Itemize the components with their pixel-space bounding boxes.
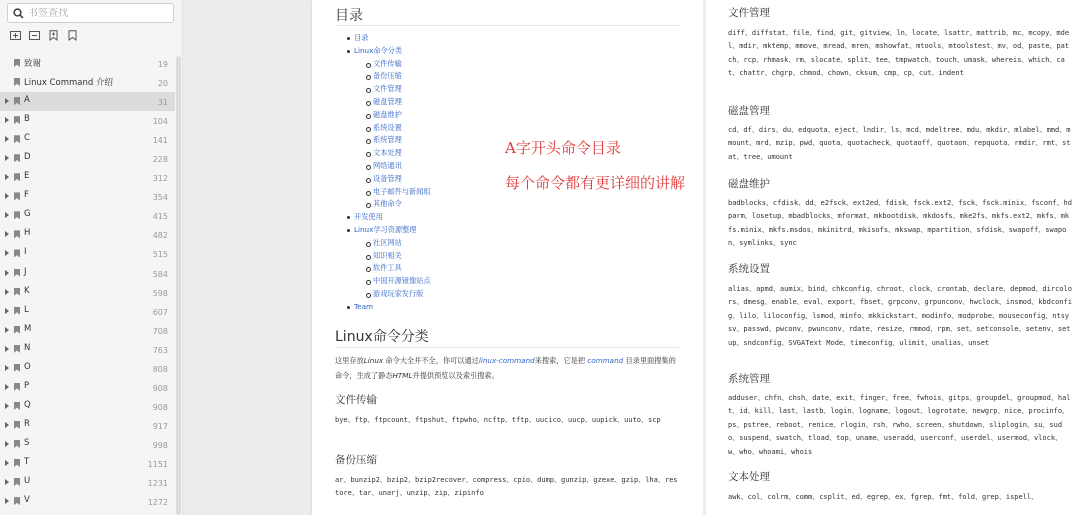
intro-emphasis: Linux [363, 356, 384, 365]
contents-link[interactable]: Linux学习资源整理 [354, 224, 431, 237]
bookmark-label: J [24, 266, 27, 277]
bookmark-item[interactable] [0, 168, 175, 187]
expand-caret-icon[interactable] [5, 365, 9, 371]
bookmark-item[interactable] [0, 340, 175, 359]
intro-text: 这里存放 [335, 356, 364, 365]
contents-link[interactable]: 文件传输 [373, 58, 431, 71]
bookmark-item[interactable] [0, 111, 175, 130]
bookmark-item[interactable] [0, 225, 175, 244]
bookmark-icon [14, 154, 20, 162]
document-page-right [706, 0, 1080, 515]
bookmark-label: G [24, 209, 31, 220]
bookmark-icon [14, 97, 20, 105]
bookmark-icon [14, 345, 20, 353]
search-icon[interactable] [8, 4, 28, 22]
contents-link[interactable]: Team [354, 301, 431, 314]
expand-caret-icon[interactable] [5, 289, 9, 295]
expand-caret-icon[interactable] [5, 270, 9, 276]
bookmark-page-number: 19 [157, 60, 168, 69]
bookmark-icon [14, 135, 20, 143]
bookmark-label: E [24, 171, 30, 182]
bookmark-item[interactable] [0, 454, 175, 473]
section-title-backup: 备份压缩 [335, 454, 377, 466]
bookmark-item[interactable] [0, 73, 175, 92]
bookmark-label: B [24, 114, 30, 125]
bookmark-page-number: 141 [152, 136, 168, 146]
bookmark-label: L [24, 304, 29, 315]
bookmark-item[interactable] [0, 92, 175, 111]
contents-link[interactable]: 系统设置 [373, 122, 431, 135]
bookmark-icon [14, 421, 20, 429]
contents-link[interactable]: 备份压缩 [373, 70, 431, 83]
bookmark-item[interactable] [0, 187, 175, 206]
bookmark-icon [14, 497, 20, 505]
intro-paragraph [335, 354, 680, 383]
command-list-file-management: diff、diffstat、file、find、git、gitview、ln、locate、lsattr、mattrib、mc、mcopy、mdel、mdir、mktemp、mmove、mread、mren、mshowfat、mtools、mtoolstest、mv、od、paste、patch、rcp、rhmask、rm、slocate、split、tee、tmpwatch、touch、umask、whereis、which、cat、chattr、chgrp、chmod、chown、cksum、cmp、cp、cut、indent [728, 29, 1070, 78]
expand-caret-icon[interactable] [5, 136, 9, 142]
expand-caret-icon[interactable] [5, 479, 9, 485]
command-link[interactable]: command [587, 356, 624, 365]
bookmark-item[interactable] [0, 54, 175, 73]
bookmark-label: 致谢 [24, 59, 42, 69]
command-list-disk-maintenance: badblocks、cfdisk、dd、e2fsck、ext2ed、fdisk、fsck.ext2、fsck、fsck.minix、fsconf、hdparm、losetup、mbadblocks、mformat、mkbootdisk、mkdosfs、mke2fs、mkfs.ext2、mkfs、mkfs.minix、mkfs.msdos、mkinitrd、mkisofs、mkswap、mpartition、sfdisk、swapoff、swapon、symlinks、sync [728, 199, 1072, 248]
bookmark-list [0, 54, 175, 511]
bookmark-search-box[interactable] [7, 3, 174, 23]
bookmark-page-number: 598 [152, 288, 168, 298]
intro-text: 并提供预览以及索引搜索。 [412, 370, 499, 380]
expand-caret-icon[interactable] [5, 117, 9, 123]
bookmark-item[interactable] [0, 130, 175, 149]
bookmark-label: N [24, 342, 31, 353]
bookmark-icon [14, 116, 20, 124]
expand-caret-icon[interactable] [5, 98, 9, 104]
bookmark-label: M [24, 323, 32, 334]
command-list-backup: ar、bunzip2、bzip2、bzip2recover、compress、cpio、dump、gunzip、gzexe、gzip、lha、restore、tar、unarj、unzip、zip、zipinfo [335, 476, 678, 498]
bookmark-label: O [24, 361, 31, 372]
bookmark-page-number: 1231 [147, 479, 168, 489]
section-divider [335, 347, 679, 348]
document-page-left [312, 0, 703, 515]
contents-link[interactable]: 磁盘维护 [373, 109, 431, 122]
bookmark-item[interactable] [0, 321, 175, 340]
bookmark-icon [14, 459, 20, 467]
bookmark-icon [14, 192, 20, 200]
expand-all-icon[interactable] [10, 30, 21, 41]
bookmark-page-number: 312 [152, 174, 168, 184]
collapse-all-icon[interactable] [29, 30, 40, 41]
contents-link[interactable]: 电子邮件与新闻组 [373, 186, 431, 199]
bookmark-page-number: 228 [152, 155, 168, 165]
bookmark-icon [14, 364, 20, 372]
bookmark-page-number: 584 [152, 269, 168, 279]
bookmark-label: I [24, 247, 27, 258]
expand-caret-icon[interactable] [5, 403, 9, 409]
bookmark-item[interactable] [0, 397, 175, 416]
bookmark-label: H [24, 228, 31, 239]
bookmark-add-icon[interactable] [48, 30, 59, 41]
contents-link[interactable]: 目录 [354, 32, 431, 45]
expand-caret-icon[interactable] [5, 441, 9, 447]
contents-link[interactable]: 文本处理 [373, 147, 431, 160]
contents-link[interactable]: 知识相关 [373, 250, 431, 263]
bookmark-label: Linux Command 介绍 [24, 78, 113, 89]
bookmark-sidebar [0, 0, 183, 515]
expand-caret-icon[interactable] [5, 327, 9, 333]
bookmark-item[interactable] [0, 416, 175, 435]
section-heading-commands: Linux命令分类 [335, 329, 429, 345]
bookmark-label: T [24, 456, 30, 467]
bookmark-page-number: 763 [152, 345, 168, 355]
bookmark-icon [14, 211, 20, 219]
bookmark-icon[interactable] [67, 30, 78, 41]
contents-link[interactable]: 磁盘管理 [373, 96, 431, 109]
contents-link[interactable]: 网络通讯 [373, 160, 431, 173]
bookmark-page-number: 515 [152, 250, 168, 260]
bookmark-page-number: 482 [152, 231, 168, 241]
intro-emphasis: HTML [392, 370, 413, 380]
bookmark-item[interactable] [0, 283, 175, 302]
bookmark-label: U [24, 476, 31, 487]
bookmark-page-number: 415 [152, 212, 168, 222]
bookmark-label: V [24, 495, 30, 506]
bookmark-label: K [24, 285, 30, 296]
bookmark-icon [14, 269, 20, 277]
bookmark-icon [14, 288, 20, 296]
bookmark-label: C [24, 133, 30, 144]
expand-caret-icon[interactable] [5, 193, 9, 199]
contents-link[interactable]: 文件管理 [373, 83, 431, 96]
expand-caret-icon[interactable] [5, 155, 9, 161]
bookmark-item[interactable] [0, 492, 175, 511]
annotation-note-2: 每个命令都有更详细的讲解 [505, 174, 686, 192]
bookmark-icon [14, 478, 20, 486]
bookmark-item[interactable] [0, 149, 175, 168]
bookmark-item[interactable] [0, 206, 175, 225]
bookmark-icon [14, 383, 20, 391]
bookmark-icon [14, 230, 20, 238]
bookmark-label: D [24, 152, 31, 163]
contents-link[interactable]: 游戏玩家发行版 [373, 288, 431, 301]
title-divider [335, 25, 679, 26]
bookmark-page-number: 708 [152, 326, 168, 336]
linux-command-link[interactable]: linux-command [478, 356, 535, 365]
bookmark-label: P [24, 380, 30, 391]
command-list-text-processing: awk、col、colrm、comm、csplit、ed、egrep、ex、fgrep、fmt、fold、grep、ispell、 [728, 493, 1039, 501]
page-title: 目录 [335, 8, 363, 24]
bookmark-label: A [24, 95, 30, 106]
bookmark-icon [14, 173, 20, 181]
bookmark-page-number: 104 [152, 117, 168, 127]
section-title-disk-maintenance: 磁盘维护 [728, 178, 770, 190]
bookmark-item[interactable] [0, 264, 175, 283]
intro-text: 来搜索，它是把 [534, 356, 588, 365]
bookmark-icon [14, 402, 20, 410]
bookmark-icon [14, 59, 20, 67]
expand-caret-icon[interactable] [5, 231, 9, 237]
section-title-system-settings: 系统设置 [728, 263, 770, 275]
expand-caret-icon[interactable] [5, 384, 9, 390]
contents-link[interactable]: 系统管理 [373, 134, 431, 147]
bookmark-page-number: 808 [152, 364, 168, 374]
expand-caret-icon[interactable] [5, 498, 9, 504]
expand-caret-icon[interactable] [5, 308, 9, 314]
expand-caret-icon[interactable] [5, 346, 9, 352]
bookmark-item[interactable] [0, 359, 175, 378]
contents-link[interactable]: 中国开源镜像站点 [373, 275, 431, 288]
bookmark-item[interactable] [0, 378, 175, 397]
contents-link[interactable]: 开发使用 [354, 211, 431, 224]
bookmark-page-number: 917 [152, 421, 168, 431]
section-title-file-transfer: 文件传输 [335, 394, 377, 406]
bookmark-page-number: 1151 [147, 459, 168, 469]
expand-caret-icon[interactable] [5, 212, 9, 218]
contents-link[interactable]: 软件工具 [373, 262, 431, 275]
contents-link[interactable]: 设备管理 [373, 173, 431, 186]
bookmark-item[interactable] [0, 302, 175, 321]
bookmark-page-number: 20 [157, 79, 168, 89]
sidebar-scrollbar[interactable] [176, 56, 181, 515]
annotation-note-1: A字开头命令目录 [505, 139, 621, 157]
bookmark-page-number: 908 [152, 402, 168, 412]
contents-link[interactable]: 社区网站 [373, 237, 431, 250]
expand-caret-icon[interactable] [5, 422, 9, 428]
command-list-system-management: adduser、chfn、chsh、date、exit、finger、free、fwhois、gitps、groupdel、groupmod、halt、id、kill、last、lastb、login、logname、logout、logrotate、newgrp、nice、procinfo、ps、pstree、reboot、renice、rlogin、rsh、rwho、screen、shutdown、sliplogin、su、sudo、suspend、swatch、tload、top、uname、useradd、userconf、userdel、usermod、vlock、w、who、whoami、whois [728, 394, 1071, 456]
bookmark-item[interactable] [0, 244, 175, 263]
bookmark-icon [14, 78, 20, 86]
bookmark-label: F [24, 190, 29, 201]
bookmark-page-number: 31 [157, 98, 168, 108]
bookmark-search-input[interactable] [28, 8, 168, 19]
section-title-disk-management: 磁盘管理 [728, 105, 770, 117]
expand-caret-icon[interactable] [5, 174, 9, 180]
bookmark-page-number: 607 [152, 307, 168, 317]
command-list-disk-management: cd、df、dirs、du、edquota、eject、lndir、ls、mcd、mdeltree、mdu、mkdir、mlabel、mmd、mmount、mrd、mzip、pwd、quota、quotacheck、quotaoff、quotaon、repquota、rmdir、rmt、stat、tree、umount [728, 126, 1071, 161]
section-title-system-management: 系统管理 [728, 373, 770, 385]
bookmark-page-number: 908 [152, 383, 168, 393]
bookmark-page-number: 354 [152, 193, 168, 203]
intro-text: 命令大全并不全，你可以通过 [383, 356, 479, 365]
bookmark-page-number: 998 [152, 440, 168, 450]
bookmark-label: S [24, 437, 30, 448]
command-list-system-settings: alias、apmd、aumix、bind、chkconfig、chroot、clock、crontab、declare、depmod、dircolors、dmesg、enable、eval、export、fbset、grpconv、grpunconv、hwclock、insmod、kbdconfig、lilo、liloconfig、lsmod、minfo、mkkickstart、modinfo、modprobe、mouseconfig、ntsysv、passwd、pwconv、pwunconv、rdate、resize、rmmod、rpm、set、setconsole、setenv、setup、sndconfig、SVGAText Mode、timeconfig、ulimit、unalias、unset [728, 285, 1072, 347]
contents-list [354, 32, 431, 314]
bookmark-icon [14, 249, 20, 257]
expand-caret-icon[interactable] [5, 250, 9, 256]
bookmark-item[interactable] [0, 473, 175, 492]
intro-text: 目录里面搜集的命令，生成了静态 [335, 356, 676, 380]
command-list-file-transfer: bye、ftp、ftpcount、ftpshut、ftpwho、ncftp、tftp、uucico、uucp、uupick、uuto、scp [335, 416, 661, 424]
expand-caret-icon[interactable] [5, 460, 9, 466]
bookmark-icon [14, 326, 20, 334]
bookmark-item[interactable] [0, 435, 175, 454]
bookmark-label: R [24, 418, 30, 429]
bookmark-label: Q [24, 399, 31, 410]
section-title-file-management: 文件管理 [728, 7, 770, 19]
bookmark-icon [14, 307, 20, 315]
contents-link[interactable]: Linux命令分类 [354, 45, 431, 58]
bookmark-toolbar [10, 30, 78, 41]
contents-link[interactable]: 其他命令 [373, 198, 431, 211]
bookmark-page-number: 1272 [147, 498, 168, 508]
section-title-text-processing: 文本处理 [728, 471, 770, 483]
bookmark-icon [14, 440, 20, 448]
